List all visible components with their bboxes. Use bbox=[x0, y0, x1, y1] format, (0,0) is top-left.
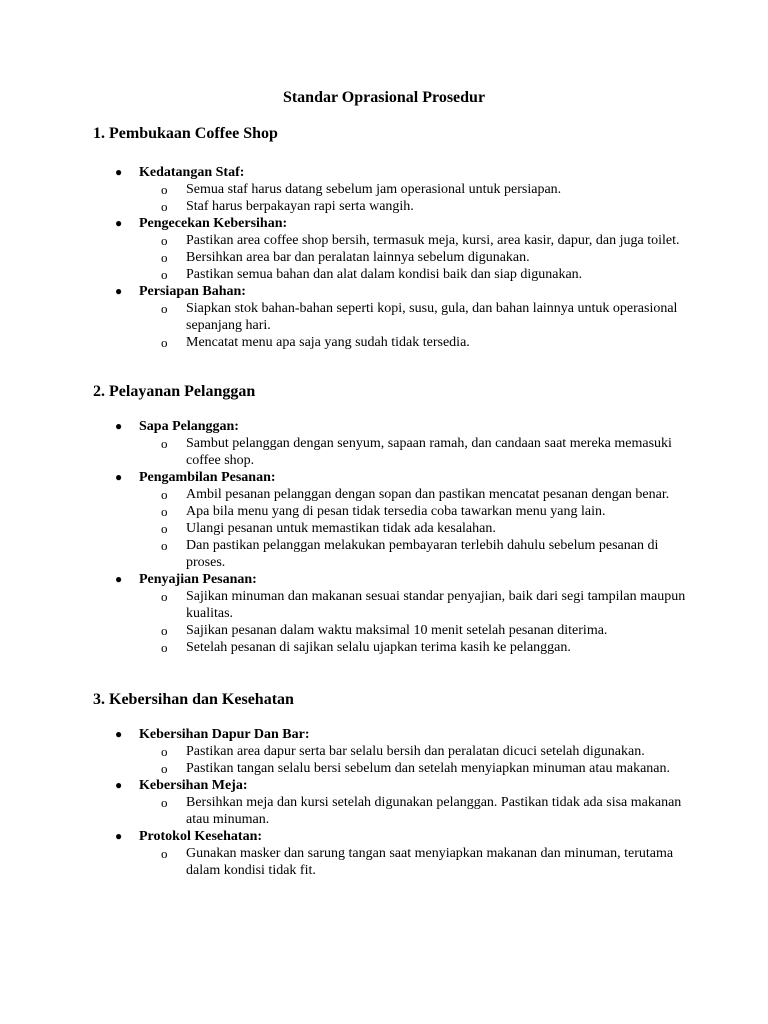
list-item bbox=[93, 571, 693, 656]
bullet-icon: ● bbox=[115, 216, 123, 230]
circle-bullet-icon: o bbox=[161, 846, 168, 861]
section-heading: 1. Pembukaan Coffee Shop bbox=[93, 125, 278, 142]
item-label: Kebersihan Dapur Dan Bar: bbox=[139, 727, 310, 742]
sub-item: o Mencatat menu apa saja yang sudah tidak tersedia. bbox=[161, 335, 470, 350]
circle-bullet-icon: o bbox=[161, 521, 168, 536]
item-label: Protokol Kesehatan: bbox=[139, 829, 263, 844]
list-item bbox=[93, 777, 693, 828]
list-item bbox=[93, 283, 693, 351]
section-pelayanan bbox=[93, 382, 693, 656]
circle-bullet-icon: o bbox=[161, 795, 168, 810]
item-label: Pengambilan Pesanan: bbox=[139, 470, 276, 485]
list-item bbox=[93, 418, 693, 469]
circle-bullet-icon: o bbox=[161, 744, 168, 759]
sub-item: o Ulangi pesanan untuk memastikan tidak ada kesalahan. bbox=[161, 521, 496, 536]
circle-bullet-icon: o bbox=[161, 504, 168, 519]
list-item bbox=[93, 215, 693, 283]
document-title: Standar Oprasional Prosedur bbox=[282, 89, 486, 106]
sub-list bbox=[93, 743, 693, 777]
item-label: Pengecekan Kebersihan: bbox=[139, 216, 288, 231]
item-label: Penyajian Pesanan: bbox=[139, 572, 257, 587]
circle-bullet-icon: o bbox=[161, 538, 168, 553]
sub-item: o Pastikan semua bahan dan alat dalam kondisi baik dan siap digunakan. bbox=[161, 267, 583, 282]
circle-bullet-icon: o bbox=[161, 640, 168, 655]
bullet-icon: ● bbox=[115, 165, 123, 179]
sub-item: o Staf harus berpakayan rapi serta wangih. bbox=[161, 199, 414, 214]
sub-list bbox=[93, 588, 693, 656]
item-label: Sapa Pelanggan: bbox=[139, 419, 239, 434]
circle-bullet-icon: o bbox=[161, 623, 168, 638]
sub-list bbox=[93, 845, 693, 879]
circle-bullet-icon: o bbox=[161, 250, 168, 265]
bullet-icon: ● bbox=[115, 829, 123, 843]
sub-item: o Apa bila menu yang di pesan tidak tersedia coba tawarkan menu yang lain. bbox=[161, 504, 606, 519]
sub-item: o Sajikan pesanan dalam waktu maksimal 10 menit setelah pesanan diterima. bbox=[161, 623, 608, 638]
sub-item: o Pastikan area coffee shop bersih, termasuk meja, kursi, area kasir, dapur, dan juga toilet. bbox=[161, 233, 680, 248]
circle-bullet-icon: o bbox=[161, 335, 168, 350]
list-item bbox=[93, 828, 693, 879]
sub-item: o Bersihkan meja dan kursi setelah digunakan pelanggan. Pastikan tidak ada sisa makanan atau minuman. bbox=[161, 795, 682, 827]
sub-list bbox=[93, 232, 693, 283]
sub-list bbox=[93, 181, 693, 215]
section-heading: 3. Kebersihan dan Kesehatan bbox=[93, 691, 294, 708]
bullet-list bbox=[93, 164, 693, 351]
circle-bullet-icon: o bbox=[161, 436, 168, 451]
sub-item: o Sajikan minuman dan makanan sesuai standar penyajian, baik dari segi tampilan maupun kualitas. bbox=[161, 589, 686, 621]
sub-list bbox=[93, 486, 693, 571]
item-label: Persiapan Bahan: bbox=[139, 284, 246, 299]
list-item bbox=[93, 469, 693, 571]
bullet-icon: ● bbox=[115, 778, 123, 792]
sub-item: o Bersihkan area bar dan peralatan lainnya sebelum digunakan. bbox=[161, 250, 530, 265]
sub-item: o Dan pastikan pelanggan melakukan pembayaran terlebih dahulu sebelum pesanan di proses. bbox=[161, 538, 659, 570]
item-label: Kedatangan Staf: bbox=[139, 165, 245, 180]
section-kebersihan bbox=[93, 690, 693, 879]
bullet-icon: ● bbox=[115, 470, 123, 484]
section-heading: 2. Pelayanan Pelanggan bbox=[93, 383, 256, 400]
sub-item: o Siapkan stok bahan-bahan seperti kopi, susu, gula, dan bahan lainnya untuk operasional sepanjang hari. bbox=[161, 301, 678, 333]
bullet-icon: ● bbox=[115, 572, 123, 586]
circle-bullet-icon: o bbox=[161, 199, 168, 214]
sub-item: o Gunakan masker dan sarung tangan saat menyiapkan makanan dan minuman, terutama dalam kondisi tidak fit. bbox=[161, 846, 674, 878]
circle-bullet-icon: o bbox=[161, 182, 168, 197]
item-label: Kebersihan Meja: bbox=[139, 778, 248, 793]
sub-item: o Sambut pelanggan dengan senyum, sapaan ramah, dan candaan saat mereka memasuki coffee shop. bbox=[161, 436, 672, 468]
circle-bullet-icon: o bbox=[161, 761, 168, 776]
circle-bullet-icon: o bbox=[161, 233, 168, 248]
sub-item: o Semua staf harus datang sebelum jam operasional untuk persiapan. bbox=[161, 182, 562, 197]
bullet-list bbox=[93, 418, 693, 656]
sub-list bbox=[93, 300, 693, 351]
list-item bbox=[93, 726, 693, 777]
sub-item: o Setelah pesanan di sajikan selalu ujapkan terima kasih ke pelanggan. bbox=[161, 640, 571, 655]
bullet-icon: ● bbox=[115, 727, 123, 741]
circle-bullet-icon: o bbox=[161, 301, 168, 316]
bullet-icon: ● bbox=[115, 419, 123, 433]
sub-list bbox=[93, 794, 693, 828]
circle-bullet-icon: o bbox=[161, 487, 168, 502]
bullet-icon: ● bbox=[115, 284, 123, 298]
section-pembukaan bbox=[93, 124, 693, 351]
circle-bullet-icon: o bbox=[161, 267, 168, 282]
sub-item: o Pastikan area dapur serta bar selalu bersih dan peralatan dicuci setelah digunakan. bbox=[161, 744, 645, 759]
sub-item: o Ambil pesanan pelanggan dengan sopan dan pastikan mencatat pesanan dengan benar. bbox=[161, 487, 670, 502]
list-item bbox=[93, 164, 693, 215]
sub-list bbox=[93, 435, 693, 469]
circle-bullet-icon: o bbox=[161, 589, 168, 604]
sub-item: o Pastikan tangan selalu bersi sebelum dan setelah menyiapkan minuman atau makanan. bbox=[161, 761, 671, 776]
bullet-list bbox=[93, 726, 693, 879]
